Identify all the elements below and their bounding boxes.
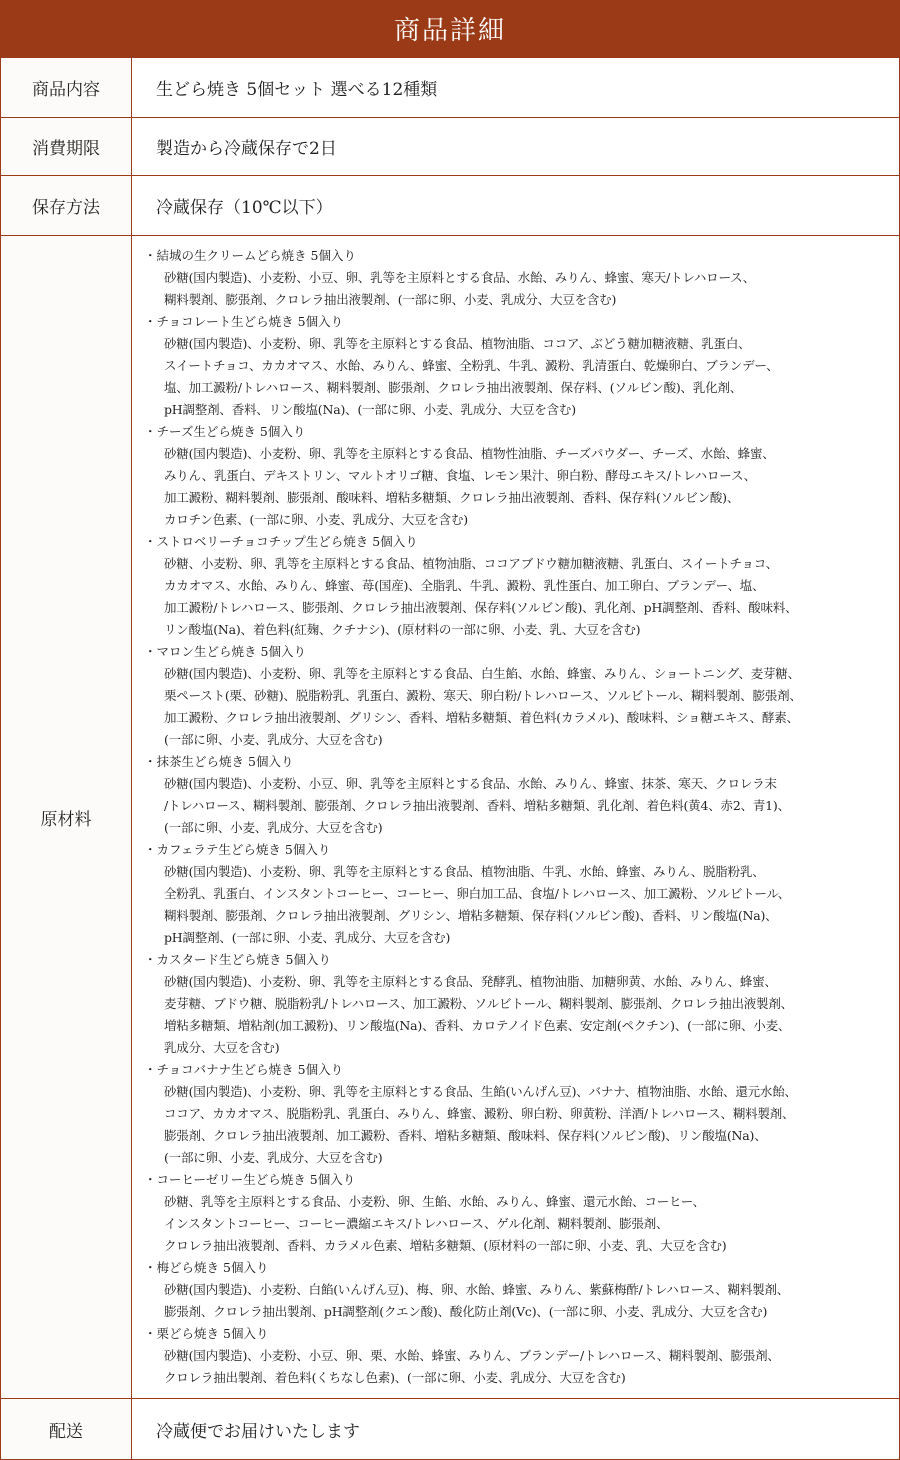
row-product-contents xyxy=(1,58,900,118)
ingredient-item xyxy=(144,1169,895,1257)
ingredient-text-line: 砂糖(国内製造)、小麦粉、卵、乳等を主原料とする食品、植物性油脂、チーズパウダー、チーズ、水飴、蜂蜜、 xyxy=(164,446,775,461)
ingredient-product-name: ・ カフェラテ生どら焼き 5個入り xyxy=(144,839,895,861)
ingredient-item xyxy=(144,1059,895,1169)
row-label: 原材料 xyxy=(1,236,132,1399)
ingredient-product-name: ・ コーヒーゼリー生どら焼き 5個入り xyxy=(144,1169,895,1191)
ingredient-text-line: 糊料製剤、膨張剤、クロレラ抽出液製剤、グリシン、増粘多糖類、保存料(ソルビン酸)、香料、リン酸塩(Na)、 xyxy=(164,908,778,923)
ingredient-product-name: ・ チョコバナナ生どら焼き 5個入り xyxy=(144,1059,895,1081)
ingredient-text-line: 加工澱粉/トレハロース、膨張剤、クロレラ抽出液製剤、保存料(ソルビン酸)、乳化剤、pH調整剤、香料、酸味料、 xyxy=(164,600,798,615)
ingredient-item xyxy=(144,421,895,531)
ingredient-text-line: 砂糖(国内製造)、小麦粉、小豆、卵、栗、水飴、蜂蜜、みりん、ブランデー/トレハロース、糊料製剤、膨張剤、 xyxy=(164,1348,780,1363)
ingredient-item xyxy=(144,311,895,421)
row-value: 製造から冷蔵保存で2日 xyxy=(132,118,900,176)
row-value: 冷蔵保存（10℃以下） xyxy=(132,176,900,236)
ingredient-text-line: 砂糖(国内製造)、小麦粉、小豆、卵、乳等を主原料とする食品、水飴、みりん、蜂蜜、寒天/トレハロース、 xyxy=(164,270,756,285)
ingredient-text-line: ココア、カカオマス、脱脂粉乳、乳蛋白、みりん、蜂蜜、澱粉、卵白粉、卵黄粉、洋酒/トレハロース、糊料製剤、 xyxy=(164,1106,795,1121)
row-value: 冷蔵便でお届けいたします xyxy=(132,1399,900,1460)
section-header xyxy=(0,0,900,57)
row-label: 配送 xyxy=(1,1399,132,1460)
ingredient-text-line: 砂糖(国内製造)、小麦粉、卵、乳等を主原料とする食品、植物油脂、ココア、ぶどう糖加糖液糖、乳蛋白、 xyxy=(164,336,751,351)
ingredient-text-line: 膨張剤、クロレラ抽出液製剤、加工澱粉、香料、増粘多糖類、酸味料、保存料(ソルビン酸)、リン酸塩(Na)、 xyxy=(164,1128,767,1143)
ingredients-cell xyxy=(132,236,900,1399)
ingredient-product-name: ・ チーズ生どら焼き 5個入り xyxy=(144,421,895,443)
product-detail-table xyxy=(0,57,900,1460)
ingredient-text-line: 栗ペースト(栗、砂糖)、脱脂粉乳、乳蛋白、澱粉、寒天、卵白粉/トレハロース、ソルビトール、糊料製剤、膨張剤、 xyxy=(164,688,802,703)
ingredient-text-line: 砂糖、乳等を主原料とする食品、小麦粉、卵、生餡、水飴、みりん、蜂蜜、還元水飴、コーヒー、 xyxy=(164,1194,705,1209)
row-label: 商品内容 xyxy=(1,58,132,118)
ingredient-item xyxy=(144,751,895,839)
ingredient-text-line: 砂糖、小麦粉、卵、乳等を主原料とする食品、植物油脂、ココアブドウ糖加糖液糖、乳蛋白、スイートチョコ、 xyxy=(164,556,778,571)
row-storage xyxy=(1,176,900,236)
ingredient-text-line: /トレハロース、糊料製剤、膨張剤、クロレラ抽出液製剤、香料、増粘多糖類、乳化剤、着色料(黄4、赤2、青1)、 xyxy=(164,798,790,813)
ingredient-text-line: リン酸塩(Na)、着色料(紅麹、クチナシ)、(原材料の一部に卵、小麦、乳、大豆を含む) xyxy=(164,622,641,637)
ingredient-item xyxy=(144,1257,895,1323)
ingredient-product-name: ・ 結城の生クリームどら焼き 5個入り xyxy=(144,245,895,267)
ingredient-item xyxy=(144,245,895,311)
ingredient-product-name: ・ 抹茶生どら焼き 5個入り xyxy=(144,751,895,773)
ingredient-text-line: クロレラ抽出液製剤、香料、カラメル色素、増粘多糖類、(原材料の一部に卵、小麦、乳、大豆を含む) xyxy=(164,1238,727,1253)
ingredient-text-line: 塩、加工澱粉/トレハロース、糊料製剤、膨張剤、クロレラ抽出液製剤、保存料、(ソルビン酸)、乳化剤、 xyxy=(164,380,743,395)
ingredient-text-line: 砂糖(国内製造)、小麦粉、小豆、卵、乳等を主原料とする食品、水飴、みりん、蜂蜜、抹茶、寒天、クロレラ末 xyxy=(164,776,777,791)
ingredients-list xyxy=(144,245,895,1389)
ingredient-text-line: pH調整剤、(一部に卵、小麦、乳成分、大豆を含む) xyxy=(164,930,451,945)
row-delivery xyxy=(1,1399,900,1460)
ingredient-item xyxy=(144,641,895,751)
ingredient-text-line: 麦芽糖、ブドウ糖、脱脂粉乳/トレハロース、加工澱粉、ソルビトール、糊料製剤、膨張剤、クロレラ抽出液製剤、 xyxy=(164,996,793,1011)
ingredient-text-line: スイートチョコ、カカオマス、水飴、みりん、蜂蜜、全粉乳、牛乳、澱粉、乳清蛋白、乾燥卵白、ブランデー、 xyxy=(164,358,779,373)
ingredient-item xyxy=(144,839,895,949)
ingredient-text-line: カロチン色素、(一部に卵、小麦、乳成分、大豆を含む) xyxy=(164,512,468,527)
row-ingredients xyxy=(1,236,900,1399)
row-expiration xyxy=(1,118,900,176)
ingredient-text-line: 加工澱粉、クロレラ抽出液製剤、グリシン、香料、増粘多糖類、着色料(カラメル)、酸味料、ショ糖エキス、酵素、 xyxy=(164,710,799,725)
ingredient-text-line: インスタントコーヒー、コーヒー濃縮エキス/トレハロース、ゲル化剤、糊料製剤、膨張剤、 xyxy=(164,1216,669,1231)
ingredient-product-name: ・ カスタード生どら焼き 5個入り xyxy=(144,949,895,971)
ingredient-text-line: 増粘多糖類、増粘剤(加工澱粉)、リン酸塩(Na)、香料、カロテノイド色素、安定剤(ペクチン)、(一部に卵、小麦、 xyxy=(164,1018,791,1033)
section-title: 商品詳細 xyxy=(393,16,506,46)
ingredient-text-line: (一部に卵、小麦、乳成分、大豆を含む) xyxy=(164,1150,383,1165)
ingredient-text-line: (一部に卵、小麦、乳成分、大豆を含む) xyxy=(164,820,383,835)
ingredient-item xyxy=(144,531,895,641)
ingredient-text-line: 加工澱粉、糊料製剤、膨張剤、酸味料、増粘多糖類、クロレラ抽出液製剤、香料、保存料(ソルビン酸)、 xyxy=(164,490,740,505)
ingredient-product-name: ・ 梅どら焼き 5個入り xyxy=(144,1257,895,1279)
ingredient-text-line: 砂糖(国内製造)、小麦粉、卵、乳等を主原料とする食品、白生餡、水飴、蜂蜜、みりん、ショートニング、麦芽糖、 xyxy=(164,666,800,681)
row-value: 生どら焼き 5個セット 選べる12種類 xyxy=(132,58,900,118)
row-label: 消費期限 xyxy=(1,118,132,176)
ingredient-product-name: ・ マロン生どら焼き 5個入り xyxy=(144,641,895,663)
ingredient-text-line: 砂糖(国内製造)、小麦粉、卵、乳等を主原料とする食品、発酵乳、植物油脂、加糖卵黄、水飴、みりん、蜂蜜、 xyxy=(164,974,777,989)
row-label: 保存方法 xyxy=(1,176,132,236)
ingredient-item xyxy=(144,1323,895,1389)
ingredient-product-name: ・ 栗どら焼き 5個入り xyxy=(144,1323,895,1345)
ingredient-text-line: (一部に卵、小麦、乳成分、大豆を含む) xyxy=(164,732,383,747)
ingredient-text-line: pH調整剤、香料、リン酸塩(Na)、(一部に卵、小麦、乳成分、大豆を含む) xyxy=(164,402,576,417)
ingredient-text-line: 砂糖(国内製造)、小麦粉、白餡(いんげん豆)、梅、卵、水飴、蜂蜜、みりん、紫蘇梅酢/トレハロース、糊料製剤、 xyxy=(164,1282,790,1297)
ingredient-text-line: 乳成分、大豆を含む) xyxy=(164,1040,280,1055)
ingredient-product-name: ・ ストロベリーチョコチップ生どら焼き 5個入り xyxy=(144,531,895,553)
ingredient-text-line: 全粉乳、乳蛋白、インスタントコーヒー、コーヒー、卵白加工品、食塩/トレハロース、加工澱粉、ソルビトール、 xyxy=(164,886,791,901)
ingredient-text-line: カカオマス、水飴、みりん、蜂蜜、苺(国産)、全脂乳、牛乳、澱粉、乳性蛋白、加工卵白、ブランデー、塩、 xyxy=(164,578,765,593)
ingredient-text-line: 膨張剤、クロレラ抽出製剤、pH調整剤(クエン酸)、酸化防止剤(Vc)、(一部に卵、小麦、乳成分、大豆を含む) xyxy=(164,1304,768,1319)
ingredient-text-line: 砂糖(国内製造)、小麦粉、卵、乳等を主原料とする食品、植物油脂、牛乳、水飴、蜂蜜、みりん、脱脂粉乳、 xyxy=(164,864,765,879)
ingredient-item xyxy=(144,949,895,1059)
ingredient-text-line: みりん、乳蛋白、デキストリン、マルトオリゴ糖、食塩、レモン果汁、卵白粉、酵母エキス/トレハロース、 xyxy=(164,468,756,483)
ingredient-text-line: 砂糖(国内製造)、小麦粉、卵、乳等を主原料とする食品、生餡(いんげん豆)、バナナ、植物油脂、水飴、還元水飴、 xyxy=(164,1084,797,1099)
ingredient-product-name: ・ チョコレート生どら焼き 5個入り xyxy=(144,311,895,333)
ingredient-text-line: クロレラ抽出製剤、着色料(くちなし色素)、(一部に卵、小麦、乳成分、大豆を含む) xyxy=(164,1370,626,1385)
ingredient-text-line: 糊料製剤、膨張剤、クロレラ抽出液製剤、(一部に卵、小麦、乳成分、大豆を含む) xyxy=(164,292,617,307)
